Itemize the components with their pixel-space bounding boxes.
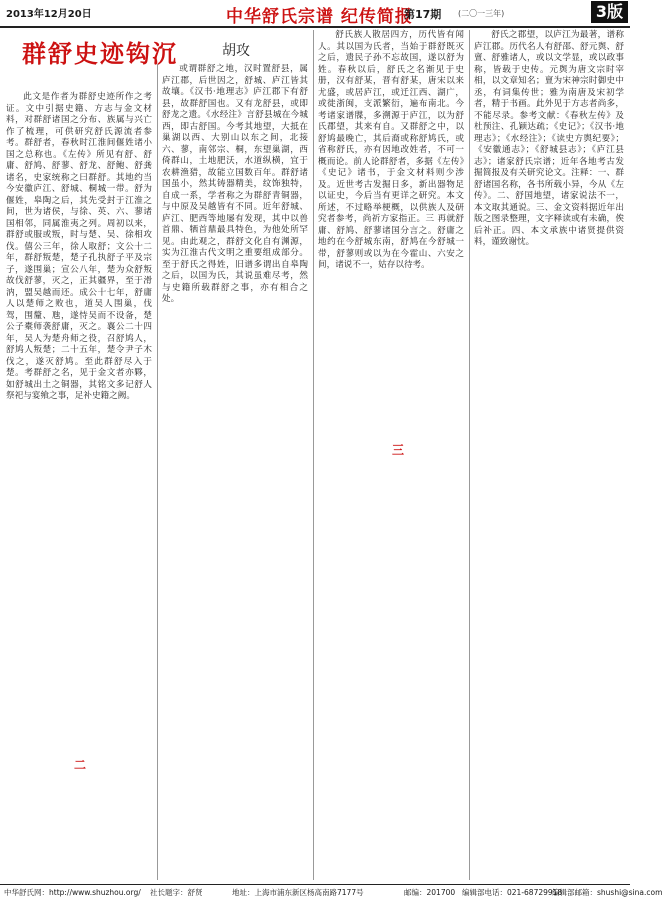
article-byline: 胡攻 (222, 43, 250, 59)
column-divider (157, 64, 158, 880)
issue-number: 第17期 (404, 8, 442, 21)
footer-bar (0, 884, 662, 901)
issue-note: (二〇一三年) (458, 9, 505, 18)
column-divider (313, 30, 314, 880)
article-column-2 (162, 64, 308, 878)
footer-address: 地址：上海市浦东新区杨高南路7177号 (232, 888, 364, 897)
newspaper-title: 中华舒氏宗谱 纪传简报 (226, 7, 413, 27)
section-marker-three: 三 (388, 441, 408, 458)
section-marker-two: 二 (70, 756, 90, 773)
column-3-text: 舒氏族人散居四方，历代皆有闻人。其以国为氏者，当始于群舒既灭之后，遗民子孙不忘故国，遂以舒为姓。春秋以后，舒氏之名渐见于史册，汉有舒某，晋有舒某，唐宋以来尤盛，或居庐江，或迁江西、湖广，或徙浙闽，支派繁衍，遍布南北。今考诸家谱牒，多溯源于庐江，以为舒氏郡望，其来有自。又群舒之中，以舒鸠最晚亡，其后裔或称舒鸠氏，或省称舒氏，亦有因地改姓者，不可一概而论。前人论群舒者，多据《左传》《史记》诸书，于金文材料则少涉及。近世考古发掘日多，新出器物足以证史，今后当有更详之研究。本文所述，不过略举梗概，以供族人及研究者参考，尚祈方家指正。三 再就舒庸、舒鸠、舒蓼诸国分言之。舒庸之地约在今舒城东南，舒鸠在今舒城一带，舒蓼则或以为在今霍山、六安之间，诸说不一，姑存以待考。 (318, 30, 464, 270)
footer-website: 中华舒氏网：http://www.shuzhou.org/ (4, 888, 141, 897)
page-number-badge: 3版 (591, 1, 628, 23)
footer-phone: 编辑部电话：021-68729918 (462, 888, 563, 897)
article-headline: 群舒史迹钩沉 (22, 39, 178, 68)
column-1-text: 此文是作者为群舒史迹所作之考证。文中引据史籍、方志与金文材料，对群舒诸国之分布、族属与兴亡作了梳理，可供研究舒氏源流者参考。群舒者，春秋时江淮间偃姓诸小国之总称也。《左传》所见有舒、舒庸、舒鸠、舒蓼、舒龙、舒鲍、舒龚诸名，史家统称之曰群舒。其地约当今安徽庐江、舒城、桐城一带。舒为偃姓，皋陶之后，其先受封于江淮之间，世为诸侯，与徐、英、六、蓼诸国相邻，同属淮夷之列。周初以来，群舒或服或叛，时与楚、吴、徐相攻伐。僖公三年，徐人取舒；文公十二年，群舒叛楚，楚子孔执舒子平及宗子，遂围巢；宣公八年，楚为众舒叛故伐舒蓼，灭之，正其疆界，至于滑汭，盟吴越而还。成公十七年，舒庸人以楚师之败也，道吴人围巢，伐驾，围釐、虺，遂恃吴而不设备，楚公子橐师袭舒庸，灭之。襄公二十四年，吴人为楚舟师之役，召舒鸠人，舒鸠人叛楚；二十五年，楚令尹子木伐之，遂灭舒鸠。至此群舒尽入于楚。考群舒之名，见于金文者亦夥，如舒城出土之铜器，其铭文多记舒人祭祀与宴飨之事，足补史籍之阙。 (6, 92, 152, 401)
footer-email: 编辑部邮箱：shushi@sina.com (552, 888, 662, 897)
issue-date: 2013年12月20日 (6, 9, 92, 20)
footer-postcode: 邮编：201700 (404, 888, 456, 897)
footer-editor: 社长题字：舒贤 (150, 888, 203, 897)
masthead (0, 0, 630, 28)
column-divider (469, 30, 470, 880)
article-column-4 (474, 30, 624, 878)
column-2-text: 或谓群舒之地，汉时置舒县，属庐江郡，后世因之，舒城、庐江皆其故壤。《汉书·地理志》庐江郡下有舒县，故群舒国也。又有龙舒县，或即舒龙之遗。《水经注》言舒县城在今城西，即古舒国。今考其地望，大抵在巢湖以西、大别山以东之间，北接六、蓼，南邻宗、桐，东望巢湖，西倚群山，土地肥沃，水道纵横，宜于农耕渔猎，故能立国数百年。群舒诸国虽小，然其铸器精美，纹饰独特，自成一系，学者称之为群舒青铜器，与中原及吴越皆有不同。近年舒城、庐江、肥西等地屡有发现，其中以兽首鼎、牺首鼎最具特色，为他处所罕见。由此观之，群舒文化自有渊源，实为江淮古代文明之重要组成部分。至于舒氏之得姓，旧谱多谓出自皋陶之后，以国为氏，其说虽难尽考，然与史籍所载群舒之事，亦有相合之处。 (162, 64, 308, 304)
column-4-text: 舒氏之郡望，以庐江为最著，谱称庐江郡。历代名人有舒邵、舒元舆、舒亶、舒雅诸人，或以文学显，或以政事称，皆载于史传。元舆为唐文宗时宰相，以文章知名；亶为宋神宗时御史中丞，有词集传世；雅为南唐及宋初学者，精于书画。此外见于方志者尚多，不能尽录。参考文献：《春秋左传》及杜预注、孔颖达疏；《史记》；《汉书·地理志》；《水经注》；《读史方舆纪要》；《安徽通志》；《舒城县志》；《庐江县志》；诸家舒氏宗谱；近年各地考古发掘简报及有关研究论文。注释：一、群舒诸国名称，各书所载小异，今从《左传》。二、舒国地望，诸家说法不一，本文取其通说。三、金文资料据近年出版之图录整理，文字释读或有未确，俟后补正。四、本文承族中诸贤提供资料，谨致谢忱。 (474, 30, 624, 247)
